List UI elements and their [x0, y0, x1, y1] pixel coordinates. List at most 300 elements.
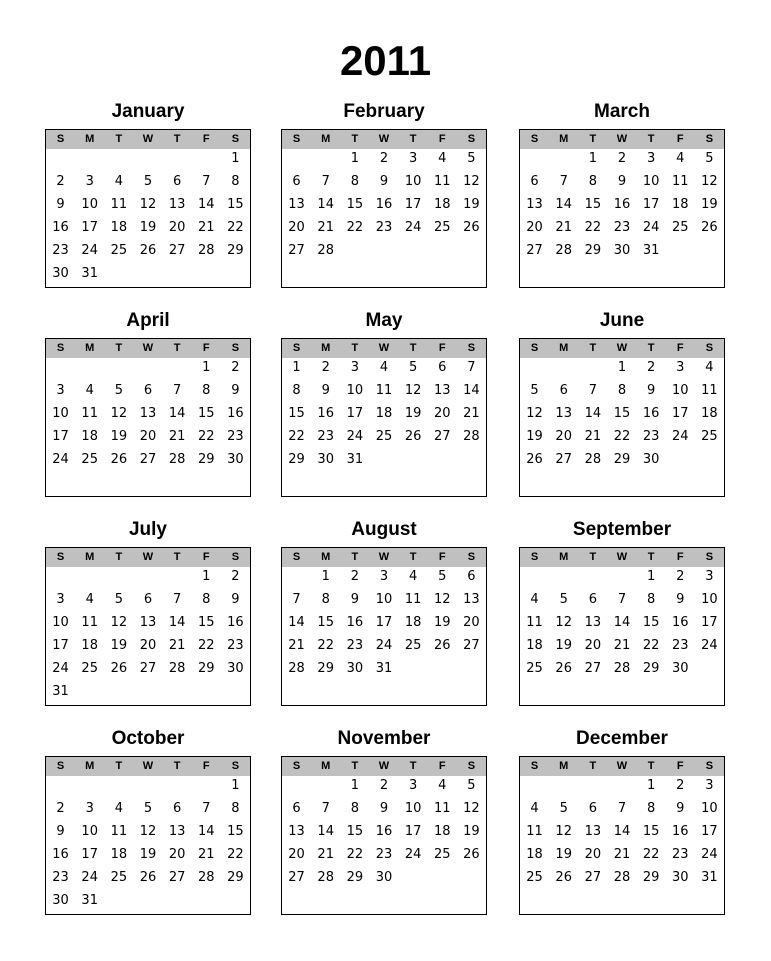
day-cell: 22 [346, 847, 364, 862]
day-cell: 18 [110, 220, 128, 235]
day-cell: 1 [646, 778, 656, 793]
day-cell: 24 [701, 847, 718, 862]
weekday-label: T [409, 760, 417, 772]
day-cell: 10 [701, 801, 718, 816]
day-cell: 16 [227, 615, 244, 630]
day-cell: 3 [408, 151, 418, 166]
day-cell: 15 [317, 615, 334, 630]
day-cell: 23 [52, 870, 69, 885]
day-cell: 14 [555, 197, 572, 212]
day-cell: 11 [375, 383, 393, 398]
day-cell: 28 [317, 243, 334, 258]
day-cell: 8 [321, 592, 330, 607]
weekday-label: M [85, 342, 95, 354]
day-cell: 29 [227, 243, 244, 258]
weekday-label: W [142, 133, 154, 145]
weekday-label: F [676, 760, 684, 772]
day-cell: 24 [346, 429, 364, 444]
day-cell: 20 [463, 615, 480, 630]
day-cell: 1 [202, 360, 211, 375]
day-cell: 30 [227, 661, 244, 676]
day-cell: 26 [463, 847, 480, 862]
day-cell: 11 [110, 197, 128, 212]
weekday-label: S [705, 133, 714, 145]
day-cell: 24 [404, 220, 422, 235]
day-cell: 31 [375, 661, 393, 676]
day-cell: 11 [433, 174, 451, 189]
day-cell: 3 [56, 592, 65, 607]
month-grid [281, 756, 487, 915]
day-cell: 2 [646, 360, 656, 375]
month-name: November [337, 728, 431, 749]
day-cell: 1 [231, 778, 240, 793]
day-cell: 29 [642, 661, 660, 676]
weekday-label: M [321, 551, 331, 563]
day-cell: 9 [231, 383, 240, 398]
day-cell: 12 [701, 174, 718, 189]
day-cell: 2 [231, 360, 240, 375]
weekday-label: F [676, 551, 684, 563]
day-cell: 30 [346, 661, 364, 676]
day-cell: 1 [202, 569, 211, 584]
day-cell: 26 [555, 870, 572, 885]
day-cell: 19 [701, 197, 718, 212]
day-cell: 19 [463, 197, 480, 212]
day-cell: 5 [467, 778, 476, 793]
day-cell: 16 [613, 197, 631, 212]
day-cell: 8 [646, 801, 656, 816]
weekday-label: W [616, 551, 628, 563]
day-cell: 25 [433, 220, 451, 235]
day-cell: 27 [463, 638, 480, 653]
day-cell: 4 [408, 569, 418, 584]
day-cell: 10 [671, 383, 689, 398]
day-cell: 20 [288, 220, 305, 235]
weekday-label: F [676, 133, 684, 145]
weekday-label: S [467, 133, 476, 145]
day-cell: 31 [642, 243, 660, 258]
day-cell: 20 [288, 847, 305, 862]
day-cell: 25 [375, 429, 393, 444]
day-cell: 5 [114, 592, 123, 607]
weekday-header-row [46, 130, 250, 149]
day-cell: 10 [81, 197, 98, 212]
day-cell: 2 [676, 569, 685, 584]
calendar-year-title: 2011 [339, 37, 432, 84]
day-cell: 13 [168, 824, 186, 839]
day-cell: 20 [584, 847, 602, 862]
day-cell: 15 [642, 615, 660, 630]
day-cell: 17 [81, 847, 98, 862]
day-cell: 17 [404, 824, 422, 839]
day-cell: 23 [671, 847, 689, 862]
day-cell: 12 [139, 824, 157, 839]
day-cell: 6 [530, 174, 539, 189]
weekday-label: S [705, 342, 714, 354]
day-cell: 13 [288, 197, 305, 212]
day-cell: 20 [526, 220, 543, 235]
day-cell: 20 [584, 638, 602, 653]
month-name: January [111, 101, 185, 122]
day-cell: 22 [642, 847, 660, 862]
day-cell: 25 [701, 429, 718, 444]
month-name: May [365, 310, 403, 331]
day-cell: 2 [231, 569, 240, 584]
day-cell: 5 [143, 174, 153, 189]
day-cell: 30 [671, 870, 689, 885]
day-cell: 16 [375, 197, 393, 212]
day-cell: 4 [114, 174, 123, 189]
weekday-label: S [231, 133, 240, 145]
day-cell: 31 [52, 684, 69, 699]
day-cell: 6 [172, 174, 182, 189]
month-grid [519, 129, 725, 288]
day-cell: 21 [613, 638, 631, 653]
day-cell: 19 [110, 638, 128, 653]
day-cell: 13 [139, 406, 157, 421]
day-cell: 5 [530, 383, 539, 398]
day-cell: 18 [81, 638, 98, 653]
day-cell: 16 [375, 824, 393, 839]
weekday-label: T [589, 342, 597, 354]
day-cell: 8 [231, 801, 240, 816]
day-cell: 22 [346, 220, 364, 235]
weekday-label: T [589, 760, 597, 772]
weekday-label: S [56, 551, 65, 563]
day-cell: 8 [292, 383, 301, 398]
day-cell: 10 [346, 383, 364, 398]
day-cell: 17 [346, 406, 364, 421]
weekday-label: M [559, 342, 569, 354]
weekday-label: S [56, 133, 65, 145]
day-cell: 12 [110, 406, 128, 421]
weekday-label: W [142, 342, 154, 354]
day-cell: 30 [375, 870, 393, 885]
day-cell: 4 [705, 360, 714, 375]
weekday-label: M [321, 342, 331, 354]
day-cell: 9 [56, 197, 65, 212]
day-cell: 27 [288, 243, 305, 258]
day-cell: 12 [463, 174, 480, 189]
day-cell: 25 [110, 870, 128, 885]
day-cell: 23 [375, 220, 393, 235]
day-cell: 26 [404, 429, 422, 444]
day-cell: 20 [555, 429, 572, 444]
day-cell: 12 [555, 824, 572, 839]
day-cell: 25 [81, 661, 98, 676]
day-cell: 17 [701, 824, 718, 839]
weekday-label: W [378, 551, 390, 563]
weekday-label: S [56, 760, 65, 772]
weekday-label: S [231, 760, 240, 772]
day-cell: 27 [584, 661, 602, 676]
day-cell: 27 [555, 452, 572, 467]
month-grid [45, 547, 251, 706]
weekday-label: F [438, 760, 446, 772]
day-cell: 5 [559, 801, 568, 816]
day-cell: 26 [555, 661, 572, 676]
day-cell: 7 [467, 360, 476, 375]
day-cell: 9 [321, 383, 330, 398]
day-cell: 6 [559, 383, 568, 398]
day-cell: 27 [526, 243, 543, 258]
day-cell: 2 [56, 174, 65, 189]
day-cell: 2 [617, 151, 627, 166]
day-cell: 11 [671, 174, 689, 189]
day-cell: 16 [671, 824, 689, 839]
day-cell: 16 [227, 406, 244, 421]
day-cell: 3 [646, 151, 656, 166]
weekday-label: F [438, 342, 446, 354]
weekday-label: S [467, 551, 476, 563]
day-cell: 28 [288, 661, 305, 676]
month-name: December [576, 728, 668, 749]
day-cell: 5 [559, 592, 568, 607]
day-cell: 31 [701, 870, 718, 885]
day-cell: 1 [350, 151, 359, 166]
day-cell: 23 [52, 243, 69, 258]
weekday-label: W [616, 760, 628, 772]
month-name: July [128, 519, 168, 540]
day-cell: 28 [584, 452, 602, 467]
day-cell: 24 [375, 638, 393, 653]
day-cell: 12 [139, 197, 157, 212]
day-cell: 8 [231, 174, 240, 189]
day-cell: 29 [197, 661, 215, 676]
day-cell: 23 [671, 638, 689, 653]
day-cell: 7 [292, 592, 301, 607]
day-cell: 15 [613, 406, 631, 421]
day-cell: 3 [85, 801, 94, 816]
day-cell: 28 [555, 243, 572, 258]
day-cell: 26 [701, 220, 718, 235]
day-cell: 18 [404, 615, 422, 630]
day-cell: 12 [526, 406, 543, 421]
day-cell: 18 [526, 638, 543, 653]
day-cell: 26 [139, 243, 157, 258]
day-cell: 25 [110, 243, 128, 258]
weekday-label: T [409, 342, 417, 354]
day-cell: 10 [404, 801, 422, 816]
day-cell: 11 [404, 592, 422, 607]
day-cell: 31 [346, 452, 364, 467]
day-cell: 2 [321, 360, 330, 375]
weekday-label: S [56, 342, 65, 354]
day-cell: 11 [526, 615, 543, 630]
month-name: June [599, 310, 645, 331]
day-cell: 29 [317, 661, 334, 676]
day-cell: 2 [379, 778, 389, 793]
day-cell: 1 [321, 569, 330, 584]
weekday-label: S [231, 551, 240, 563]
weekday-label: W [142, 760, 154, 772]
day-cell: 6 [588, 801, 597, 816]
day-cell: 11 [81, 615, 98, 630]
weekday-label: M [559, 133, 569, 145]
day-cell: 28 [613, 661, 631, 676]
day-cell: 27 [139, 661, 157, 676]
day-cell: 11 [110, 824, 128, 839]
weekday-label: S [530, 133, 539, 145]
day-cell: 16 [52, 847, 69, 862]
month-name: October [111, 728, 185, 749]
day-cell: 22 [584, 220, 602, 235]
day-cell: 3 [85, 174, 94, 189]
day-cell: 18 [671, 197, 689, 212]
day-cell: 14 [613, 824, 631, 839]
day-cell: 7 [172, 592, 182, 607]
day-cell: 1 [588, 151, 597, 166]
day-cell: 23 [375, 847, 393, 862]
day-cell: 28 [197, 870, 215, 885]
day-cell: 21 [288, 638, 305, 653]
day-cell: 12 [433, 592, 451, 607]
day-cell: 27 [168, 870, 186, 885]
day-cell: 14 [288, 615, 305, 630]
day-cell: 16 [317, 406, 334, 421]
day-cell: 23 [613, 220, 631, 235]
weekday-label: T [173, 133, 181, 145]
day-cell: 14 [197, 197, 215, 212]
day-cell: 30 [642, 452, 660, 467]
day-cell: 14 [317, 824, 334, 839]
month-name: March [594, 101, 650, 122]
day-cell: 26 [433, 638, 451, 653]
day-cell: 29 [197, 452, 215, 467]
day-cell: 18 [526, 847, 543, 862]
day-cell: 3 [676, 360, 685, 375]
day-cell: 7 [617, 801, 627, 816]
day-cell: 27 [139, 452, 157, 467]
day-cell: 24 [671, 429, 689, 444]
month-grid [519, 547, 725, 706]
weekday-label: T [115, 342, 123, 354]
day-cell: 23 [642, 429, 660, 444]
day-cell: 29 [642, 870, 660, 885]
day-cell: 21 [317, 847, 334, 862]
day-cell: 27 [168, 243, 186, 258]
day-cell: 27 [433, 429, 451, 444]
day-cell: 1 [646, 569, 656, 584]
day-cell: 9 [676, 801, 685, 816]
day-cell: 21 [197, 220, 215, 235]
day-cell: 25 [404, 638, 422, 653]
day-cell: 6 [292, 801, 301, 816]
day-cell: 10 [375, 592, 393, 607]
weekday-label: T [351, 760, 359, 772]
day-cell: 27 [288, 870, 305, 885]
day-cell: 18 [433, 197, 451, 212]
day-cell: 1 [617, 360, 627, 375]
day-cell: 6 [467, 569, 476, 584]
day-cell: 10 [81, 824, 98, 839]
weekday-label: T [115, 133, 123, 145]
weekday-label: W [378, 133, 390, 145]
weekday-label: W [616, 342, 628, 354]
day-cell: 18 [110, 847, 128, 862]
month-grid [281, 129, 487, 288]
weekday-label: F [676, 342, 684, 354]
weekday-label: T [351, 551, 359, 563]
weekday-label: S [292, 551, 301, 563]
day-cell: 26 [110, 661, 128, 676]
day-cell: 30 [613, 243, 631, 258]
day-cell: 19 [555, 847, 572, 862]
day-cell: 9 [56, 824, 65, 839]
day-cell: 10 [52, 615, 69, 630]
day-cell: 29 [288, 452, 305, 467]
day-cell: 4 [379, 360, 389, 375]
weekday-label: M [321, 133, 331, 145]
day-cell: 5 [143, 801, 153, 816]
weekday-label: S [530, 760, 539, 772]
day-cell: 4 [438, 151, 447, 166]
day-cell: 14 [197, 824, 215, 839]
day-cell: 20 [139, 429, 157, 444]
day-cell: 17 [701, 615, 718, 630]
day-cell: 21 [463, 406, 480, 421]
day-cell: 25 [526, 661, 543, 676]
weekday-label: T [173, 342, 181, 354]
day-cell: 10 [404, 174, 422, 189]
day-cell: 24 [52, 452, 69, 467]
weekday-label: F [202, 551, 210, 563]
day-cell: 16 [52, 220, 69, 235]
weekday-label: M [321, 760, 331, 772]
day-cell: 4 [530, 592, 539, 607]
day-cell: 19 [139, 220, 157, 235]
day-cell: 6 [292, 174, 301, 189]
day-cell: 28 [197, 243, 215, 258]
day-cell: 13 [433, 383, 451, 398]
day-cell: 6 [438, 360, 447, 375]
day-cell: 8 [350, 801, 359, 816]
day-cell: 12 [555, 615, 572, 630]
day-cell: 11 [81, 406, 98, 421]
day-cell: 21 [584, 429, 602, 444]
day-cell: 18 [701, 406, 718, 421]
day-cell: 19 [463, 824, 480, 839]
day-cell: 23 [317, 429, 334, 444]
day-cell: 3 [56, 383, 65, 398]
day-cell: 7 [202, 174, 211, 189]
day-cell: 29 [613, 452, 631, 467]
day-cell: 20 [168, 847, 186, 862]
weekday-label: W [378, 760, 390, 772]
day-cell: 22 [613, 429, 631, 444]
day-cell: 21 [168, 429, 186, 444]
day-cell: 7 [202, 801, 211, 816]
day-cell: 17 [642, 197, 660, 212]
day-cell: 16 [642, 406, 660, 421]
day-cell: 19 [526, 429, 543, 444]
month-grid [519, 338, 725, 497]
weekday-label: F [202, 760, 210, 772]
day-cell: 30 [227, 452, 244, 467]
day-cell: 14 [168, 615, 186, 630]
day-cell: 19 [433, 615, 451, 630]
weekday-label: S [467, 760, 476, 772]
day-cell: 24 [404, 847, 422, 862]
day-cell: 13 [288, 824, 305, 839]
weekday-label: T [647, 551, 655, 563]
weekday-label: T [115, 760, 123, 772]
day-cell: 4 [85, 592, 94, 607]
weekday-label: M [559, 760, 569, 772]
day-cell: 15 [288, 406, 305, 421]
day-cell: 4 [114, 801, 123, 816]
weekday-label: W [142, 551, 154, 563]
